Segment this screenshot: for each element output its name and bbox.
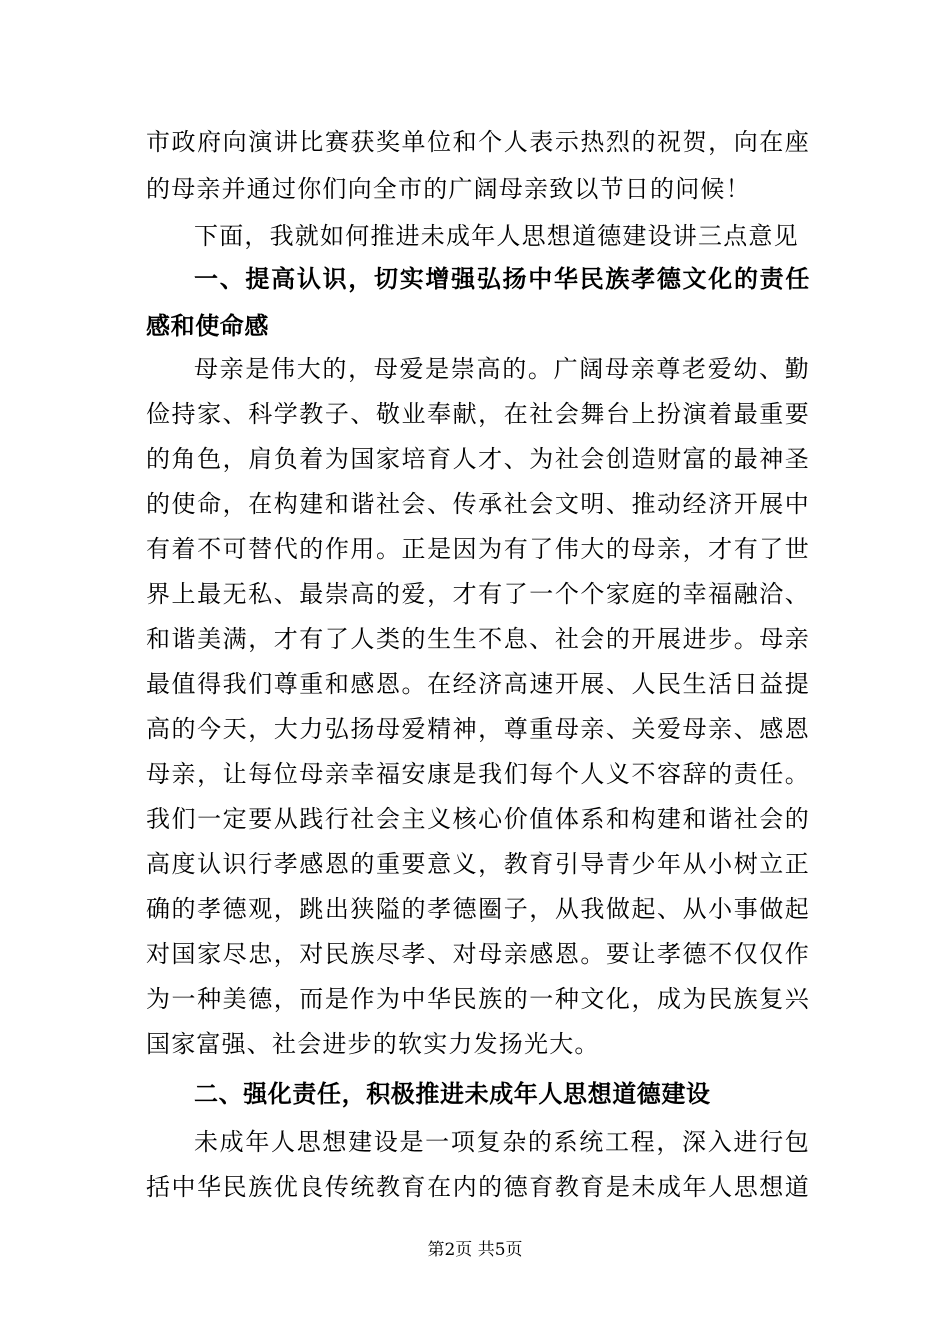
section-heading: 二、强化责任，积极推进未成年人思想道德建设 (194, 1080, 711, 1108)
body-text-line: 高的今天，大力弘扬母爱精神，尊重母亲、关爱母亲、感恩 (146, 715, 810, 743)
body-text-line: 界上最无私、最崇高的爱，才有了一个个家庭的幸福融洽、 (146, 580, 810, 608)
body-text-line: 的角色，肩负着为国家培育人才、为社会创造财富的最神圣 (146, 445, 810, 473)
body-text-line: 确的孝德观，跳出狭隘的孝德圈子，从我做起、从小事做起 (146, 895, 810, 923)
section-heading: 一、提高认识，切实增强弘扬中华民族孝德文化的责任 (194, 265, 810, 293)
body-text-line: 高度认识行孝感恩的重要意义，教育引导青少年从小树立正 (146, 850, 810, 878)
body-text-line: 最值得我们尊重和感恩。在经济高速开展、人民生活日益提 (146, 670, 810, 698)
page-number-footer: 第2页 共5页 (427, 1240, 523, 1260)
body-text-line: 市政府向演讲比赛获奖单位和个人表示热烈的祝贺，向在座 (146, 128, 810, 156)
body-text-line: 括中华民族优良传统教育在内的德育教育是未成年人思想道 (146, 1173, 810, 1201)
body-text-line: 母亲是伟大的，母爱是崇高的。广阔母亲尊老爱幼、勤 (194, 355, 810, 383)
body-text-line: 有着不可替代的作用。正是因为有了伟大的母亲，才有了世 (146, 535, 810, 563)
body-text-line: 未成年人思想建设是一项复杂的系统工程，深入进行包 (194, 1128, 810, 1156)
body-text-line: 对国家尽忠，对民族尽孝、对母亲感恩。要让孝德不仅仅作 (146, 940, 810, 968)
body-text-line: 我们一定要从践行社会主义核心价值体系和构建和谐社会的 (146, 805, 810, 833)
body-text-line: 母亲，让每位母亲幸福安康是我们每个人义不容辞的责任。 (146, 760, 810, 788)
section-heading: 感和使命感 (146, 312, 269, 340)
body-text-line: 为一种美德，而是作为中华民族的一种文化，成为民族复兴 (146, 985, 810, 1013)
body-text-line: 和谐美满，才有了人类的生生不息、社会的开展进步。母亲 (146, 625, 810, 653)
body-text-line: 的使命，在构建和谐社会、传承社会文明、推动经济开展中 (146, 490, 810, 518)
body-text-line: 俭持家、科学教子、敬业奉献，在社会舞台上扮演着最重要 (146, 400, 810, 428)
body-text-line: 国家富强、社会进步的软实力发扬光大。 (146, 1030, 600, 1058)
body-text-line: 下面，我就如何推进未成年人思想道德建设讲三点意见 (194, 222, 799, 250)
body-text-line: 的母亲并通过你们向全市的广阔母亲致以节日的问候！ (146, 175, 751, 203)
